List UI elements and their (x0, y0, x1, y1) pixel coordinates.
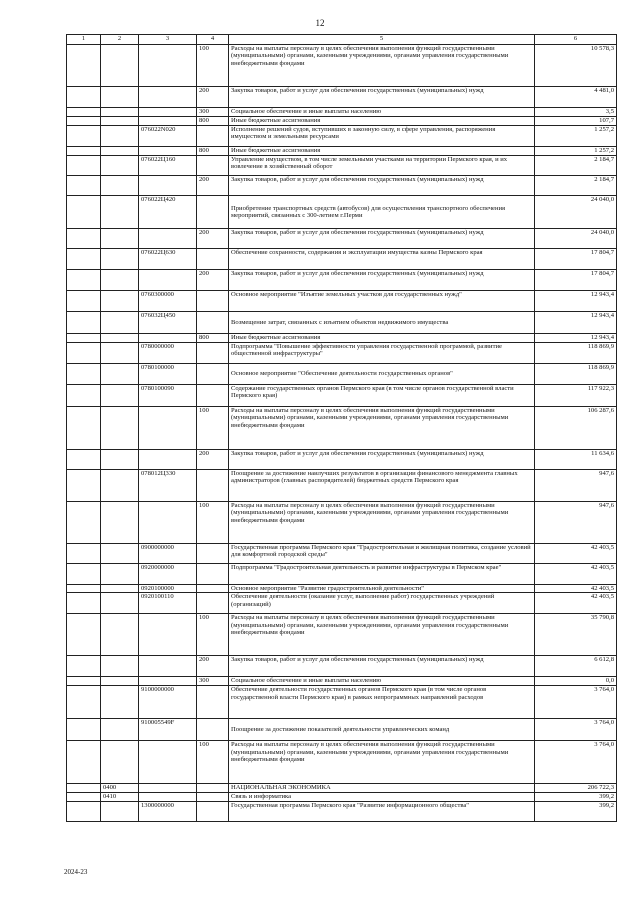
amount-cell: 4 481,0 (535, 87, 617, 108)
amount-cell: 42 403,5 (535, 544, 617, 564)
target-article-cell: 910005549F (139, 719, 197, 741)
expense-type-cell (197, 249, 229, 270)
expense-type-cell (197, 585, 229, 593)
amount-cell: 117 922,3 (535, 385, 617, 407)
amount-cell: 3 764,0 (535, 686, 617, 719)
description-cell: Государственная программа Пермского края "Градостроительная и жилищная политика, создание условий для комфортной городской среды" (229, 544, 535, 564)
expense-type-cell (197, 364, 229, 385)
amount-cell: 107,7 (535, 117, 617, 126)
row-number-cell (67, 784, 101, 793)
target-article-cell (139, 614, 197, 656)
expense-type-cell (197, 385, 229, 407)
description-cell: Обеспечение деятельности (оказание услуг, выполнение работ) государственных учреждений (организаций) (229, 593, 535, 614)
target-article-cell (139, 656, 197, 677)
target-article-cell: 076032Ц450 (139, 312, 197, 334)
expense-type-cell (197, 291, 229, 312)
expense-type-cell (197, 793, 229, 802)
description-cell: Закупка товаров, работ и услуг для обеспечения государственных (муниципальных) нужд (229, 229, 535, 249)
table-row (67, 677, 617, 686)
table-row (67, 544, 617, 564)
target-article-cell: 0780000000 (139, 343, 197, 364)
expense-type-cell (197, 156, 229, 176)
table-row (67, 593, 617, 614)
description-cell: Расходы на выплаты персоналу в целях обеспечения выполнения функций государственными (муниципальными) органами, казенными учреждениями, органами управления государственными внебюджетными фондами (229, 407, 535, 450)
row-number-cell (67, 407, 101, 450)
row-number-cell (67, 564, 101, 585)
description-cell: Расходы на выплаты персоналу в целях обеспечения выполнения функций государственными (муниципальными) органами, казенными учреждениями, органами управления государственными внебюджетными фондами (229, 45, 535, 87)
target-article-cell (139, 677, 197, 686)
table-row (67, 156, 617, 176)
table-row (67, 385, 617, 407)
column-header: 1 (67, 35, 101, 45)
description-cell: Подпрограмма "Градостроительная деятельность и развитие инфраструктуры в Пермском крае" (229, 564, 535, 585)
description-cell: Поощрение за достижение наилучших результатов в организации финансового менеджмента главных администраторов (главных распорядителей) бюджетных средств Пермского края (229, 470, 535, 502)
row-number-cell (67, 741, 101, 784)
expense-type-cell (197, 784, 229, 793)
row-number-cell (67, 270, 101, 291)
row-number-cell (67, 614, 101, 656)
description-cell: Иные бюджетные ассигнования (229, 117, 535, 126)
column-header: 2 (101, 35, 139, 45)
row-number-cell (67, 176, 101, 196)
row-number-cell (67, 677, 101, 686)
section-code-cell (101, 802, 139, 822)
table-row (67, 312, 617, 334)
expense-type-cell (197, 686, 229, 719)
description-cell: Исполнение решений судов, вступивших в законную силу, в сфере управления, распоряжения имуществом и земельными ресурсами (229, 126, 535, 147)
expense-type-cell: 100 (197, 614, 229, 656)
section-code-cell (101, 176, 139, 196)
table-row (67, 229, 617, 249)
amount-cell: 6 612,8 (535, 656, 617, 677)
row-number-cell (67, 686, 101, 719)
row-number-cell (67, 802, 101, 822)
table-row (67, 450, 617, 470)
table-row (67, 126, 617, 147)
target-article-cell: 076022Ц630 (139, 249, 197, 270)
description-cell: Возмещение затрат, связанных с изъятием объектов недвижимого имущества (229, 312, 535, 334)
amount-cell: 42 403,5 (535, 564, 617, 585)
target-article-cell (139, 270, 197, 291)
section-code-cell (101, 229, 139, 249)
row-number-cell (67, 793, 101, 802)
page-number: 12 (315, 18, 325, 28)
table-row (67, 45, 617, 87)
table-row (67, 686, 617, 719)
expense-type-cell: 200 (197, 450, 229, 470)
description-cell: Расходы на выплаты персоналу в целях обеспечения выполнения функций государственными (муниципальными) органами, казенными учреждениями, органами управления государственными внебюджетными фондами (229, 502, 535, 544)
column-header: 3 (139, 35, 197, 45)
amount-cell: 42 403,5 (535, 585, 617, 593)
amount-cell: 3 764,0 (535, 741, 617, 784)
expense-type-cell: 100 (197, 741, 229, 784)
table-row (67, 343, 617, 364)
target-article-cell (139, 147, 197, 156)
table-row (67, 176, 617, 196)
table-row (67, 108, 617, 117)
footer-code: 2024-23 (64, 868, 88, 876)
section-code-cell (101, 502, 139, 544)
budget-table (66, 34, 617, 822)
column-header: 4 (197, 35, 229, 45)
description-cell: Закупка товаров, работ и услуг для обеспечения государственных (муниципальных) нужд (229, 656, 535, 677)
row-number-cell (67, 312, 101, 334)
description-cell: Подпрограмма "Повышение эффективности управления государственной программой, развитие общественной инфраструктуры" (229, 343, 535, 364)
description-cell: Основное мероприятие "Изъятие земельных участков для государственных нужд" (229, 291, 535, 312)
target-article-cell (139, 450, 197, 470)
amount-cell: 3,5 (535, 108, 617, 117)
target-article-cell: 9100000000 (139, 686, 197, 719)
target-article-cell: 0780100090 (139, 385, 197, 407)
section-code-cell (101, 614, 139, 656)
row-number-cell (67, 126, 101, 147)
section-code-cell (101, 677, 139, 686)
row-number-cell (67, 147, 101, 156)
table-row (67, 585, 617, 593)
section-code-cell (101, 593, 139, 614)
description-cell: Закупка товаров, работ и услуг для обеспечения государственных (муниципальных) нужд (229, 87, 535, 108)
table-row (67, 656, 617, 677)
target-article-cell (139, 793, 197, 802)
row-number-cell (67, 385, 101, 407)
expense-type-cell: 300 (197, 108, 229, 117)
expense-type-cell: 200 (197, 270, 229, 291)
section-code-cell (101, 270, 139, 291)
expense-type-cell (197, 719, 229, 741)
expense-type-cell: 200 (197, 176, 229, 196)
section-code-cell (101, 45, 139, 87)
table-row (67, 793, 617, 802)
target-article-cell (139, 741, 197, 784)
amount-cell: 3 764,0 (535, 719, 617, 741)
amount-cell: 118 869,9 (535, 364, 617, 385)
row-number-cell (67, 229, 101, 249)
column-header: 5 (229, 35, 535, 45)
description-cell: Содержание государственных органов Пермского края (в том числе органов государственной власти Пермского края) (229, 385, 535, 407)
row-number-cell (67, 117, 101, 126)
target-article-cell (139, 229, 197, 249)
section-code-cell (101, 407, 139, 450)
table-row (67, 614, 617, 656)
row-number-cell (67, 593, 101, 614)
description-cell: Социальное обеспечение и иные выплаты населению (229, 677, 535, 686)
section-code-cell (101, 196, 139, 229)
section-code-cell (101, 108, 139, 117)
table-row (67, 249, 617, 270)
target-article-cell (139, 502, 197, 544)
expense-type-cell: 800 (197, 334, 229, 343)
table-row (67, 719, 617, 741)
expense-type-cell: 800 (197, 147, 229, 156)
target-article-cell: 076022N020 (139, 126, 197, 147)
expense-type-cell: 100 (197, 407, 229, 450)
description-cell: Связь и информатика (229, 793, 535, 802)
expense-type-cell (197, 196, 229, 229)
expense-type-cell (197, 593, 229, 614)
section-code-cell (101, 544, 139, 564)
expense-type-cell (197, 544, 229, 564)
row-number-cell (67, 502, 101, 544)
section-code-cell (101, 147, 139, 156)
table-row (67, 407, 617, 450)
section-code-cell (101, 470, 139, 502)
section-code-cell (101, 686, 139, 719)
target-article-cell: 076022Ц160 (139, 156, 197, 176)
target-article-cell (139, 334, 197, 343)
expense-type-cell: 100 (197, 45, 229, 87)
table-row (67, 802, 617, 822)
section-code-cell (101, 334, 139, 343)
row-number-cell (67, 544, 101, 564)
expense-type-cell: 300 (197, 677, 229, 686)
amount-cell: 12 943,4 (535, 312, 617, 334)
amount-cell: 106 287,6 (535, 407, 617, 450)
target-article-cell: 0920100000 (139, 585, 197, 593)
section-code-cell (101, 291, 139, 312)
section-code-cell (101, 385, 139, 407)
section-code-cell (101, 126, 139, 147)
target-article-cell: 0920100110 (139, 593, 197, 614)
table-row (67, 741, 617, 784)
description-cell: Приобретение транспортных средств (автобусов) для осуществления транспортного обеспечения мероприятий, связанных с 300-летием г.Перми (229, 196, 535, 229)
expense-type-cell (197, 126, 229, 147)
section-code-cell: 0400 (101, 784, 139, 793)
amount-cell: 2 184,7 (535, 176, 617, 196)
expense-type-cell: 100 (197, 502, 229, 544)
expense-type-cell (197, 802, 229, 822)
amount-cell: 1 257,2 (535, 147, 617, 156)
section-code-cell (101, 656, 139, 677)
row-number-cell (67, 108, 101, 117)
section-code-cell (101, 450, 139, 470)
row-number-cell (67, 656, 101, 677)
row-number-cell (67, 470, 101, 502)
table-row (67, 364, 617, 385)
expense-type-cell (197, 312, 229, 334)
amount-cell: 947,6 (535, 470, 617, 502)
description-cell: Закупка товаров, работ и услуг для обеспечения государственных (муниципальных) нужд (229, 176, 535, 196)
row-number-cell (67, 156, 101, 176)
expense-type-cell: 200 (197, 229, 229, 249)
table-row (67, 117, 617, 126)
row-number-cell (67, 196, 101, 229)
target-article-cell: 0780100000 (139, 364, 197, 385)
amount-cell: 24 040,0 (535, 196, 617, 229)
description-cell: Социальное обеспечение и иные выплаты населению (229, 108, 535, 117)
target-article-cell: 1300000000 (139, 802, 197, 822)
target-article-cell (139, 108, 197, 117)
amount-cell: 10 578,3 (535, 45, 617, 87)
amount-cell: 24 040,0 (535, 229, 617, 249)
description-cell: Основное мероприятие "Обеспечение деятельности государственных органов" (229, 364, 535, 385)
target-article-cell (139, 45, 197, 87)
table-row (67, 147, 617, 156)
description-cell: Расходы на выплаты персоналу в целях обеспечения выполнения функций государственными (муниципальными) органами, казенными учреждениями, органами управления государственными внебюджетными фондами (229, 741, 535, 784)
table-row (67, 564, 617, 585)
row-number-cell (67, 719, 101, 741)
row-number-cell (67, 87, 101, 108)
section-code-cell (101, 364, 139, 385)
table-row (67, 291, 617, 312)
amount-cell: 17 804,7 (535, 249, 617, 270)
section-code-cell (101, 564, 139, 585)
section-code-cell (101, 343, 139, 364)
expense-type-cell: 800 (197, 117, 229, 126)
row-number-cell (67, 364, 101, 385)
column-header: 6 (535, 35, 617, 45)
row-number-cell (67, 249, 101, 270)
section-code-cell (101, 741, 139, 784)
description-cell: Обеспечение сохранности, содержания и эксплуатации имущества казны Пермского края (229, 249, 535, 270)
table-row (67, 196, 617, 229)
expense-type-cell (197, 470, 229, 502)
description-cell: НАЦИОНАЛЬНАЯ ЭКОНОМИКА (229, 784, 535, 793)
target-article-cell (139, 87, 197, 108)
description-cell: Иные бюджетные ассигнования (229, 334, 535, 343)
amount-cell: 206 722,3 (535, 784, 617, 793)
section-code-cell (101, 156, 139, 176)
row-number-cell (67, 585, 101, 593)
amount-cell: 947,6 (535, 502, 617, 544)
amount-cell: 2 184,7 (535, 156, 617, 176)
amount-cell: 399,2 (535, 793, 617, 802)
expense-type-cell: 200 (197, 87, 229, 108)
description-cell: Основное мероприятие "Развитие градостроительной деятельности" (229, 585, 535, 593)
target-article-cell (139, 407, 197, 450)
description-cell: Закупка товаров, работ и услуг для обеспечения государственных (муниципальных) нужд (229, 450, 535, 470)
amount-cell: 399,2 (535, 802, 617, 822)
expense-type-cell: 200 (197, 656, 229, 677)
target-article-cell: 0900000000 (139, 544, 197, 564)
description-cell: Государственная программа Пермского края "Развитие информационного общества" (229, 802, 535, 822)
amount-cell: 118 869,9 (535, 343, 617, 364)
table-row (67, 270, 617, 291)
amount-cell: 11 634,6 (535, 450, 617, 470)
amount-cell: 12 943,4 (535, 334, 617, 343)
amount-cell: 12 943,4 (535, 291, 617, 312)
table-header-row (67, 35, 617, 45)
section-code-cell (101, 117, 139, 126)
target-article-cell (139, 784, 197, 793)
row-number-cell (67, 334, 101, 343)
section-code-cell: 0410 (101, 793, 139, 802)
description-cell: Обеспечение деятельности государственных органов Пермского края (в том числе органов государственной власти Пермского края) в рамках непрограммных направлений расходов (229, 686, 535, 719)
description-cell: Управление имуществом, в том числе земельными участками на территории Пермского края, и их вовлечение в хозяйственный оборот (229, 156, 535, 176)
target-article-cell (139, 176, 197, 196)
description-cell: Иные бюджетные ассигнования (229, 147, 535, 156)
table-row (67, 87, 617, 108)
expense-type-cell (197, 343, 229, 364)
amount-cell: 42 403,5 (535, 593, 617, 614)
table-row (67, 502, 617, 544)
section-code-cell (101, 249, 139, 270)
expense-type-cell (197, 564, 229, 585)
row-number-cell (67, 343, 101, 364)
description-cell: Закупка товаров, работ и услуг для обеспечения государственных (муниципальных) нужд (229, 270, 535, 291)
row-number-cell (67, 450, 101, 470)
target-article-cell: 0920000000 (139, 564, 197, 585)
description-cell: Поощрение за достижение показателей деятельности управленческих команд (229, 719, 535, 741)
target-article-cell: 076022Ц420 (139, 196, 197, 229)
target-article-cell (139, 117, 197, 126)
amount-cell: 17 804,7 (535, 270, 617, 291)
section-code-cell (101, 585, 139, 593)
table-row (67, 470, 617, 502)
row-number-cell (67, 45, 101, 87)
table-row (67, 784, 617, 793)
section-code-cell (101, 719, 139, 741)
row-number-cell (67, 291, 101, 312)
amount-cell: 35 790,8 (535, 614, 617, 656)
target-article-cell: 078012Ц330 (139, 470, 197, 502)
target-article-cell: 0760300000 (139, 291, 197, 312)
description-cell: Расходы на выплаты персоналу в целях обеспечения выполнения функций государственными (муниципальными) органами, казенными учреждениями, органами управления государственными внебюджетными фондами (229, 614, 535, 656)
table-row (67, 334, 617, 343)
section-code-cell (101, 87, 139, 108)
section-code-cell (101, 312, 139, 334)
amount-cell: 0,0 (535, 677, 617, 686)
amount-cell: 1 257,2 (535, 126, 617, 147)
